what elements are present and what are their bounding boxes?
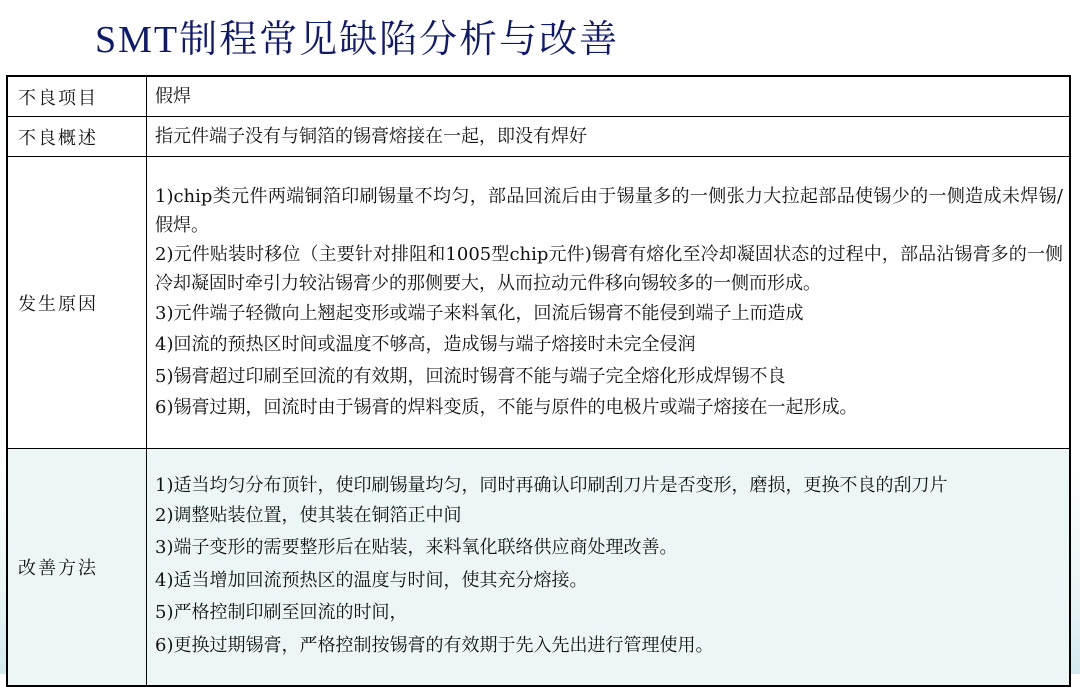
table-row-improvements: [7, 449, 1070, 686]
cause-item: 4)回流的预热区时间或温度不够高，造成锡与端子熔接时未完全侵润: [155, 334, 696, 355]
table-row-causes: [7, 157, 1070, 449]
table-row-defect-summary: [7, 117, 1070, 157]
improvement-item: 2)调整贴装位置，使其装在铜箔正中间: [155, 504, 462, 526]
causes-list: [147, 157, 1071, 449]
defect-summary-label: 不良概述: [7, 117, 147, 157]
defect-item-value: [147, 76, 1071, 117]
improvement-item: 4)适当增加回流预热区的温度与时间，使其充分熔接。: [155, 569, 588, 591]
improvement-item: 6)更换过期锡膏，严格控制按锡膏的有效期于先入先出进行管理使用。: [155, 634, 714, 656]
table-row-defect-item: [7, 76, 1070, 117]
improvement-item: 5)严格控制印刷至回流的时间，: [155, 602, 408, 623]
defect-summary-value: [147, 117, 1071, 157]
improvement-item: 3)端子变形的需要整形后在贴装，来料氧化联络供应商处理改善。: [155, 537, 678, 558]
causes-label: 发生原因: [7, 157, 147, 449]
defect-analysis-table: [6, 75, 1071, 687]
page-title: SMT制程常见缺陷分析与改善: [95, 19, 620, 61]
improvements-label: 改善方法: [7, 449, 147, 686]
defect-summary-text: 指元件端子没有与铜箔的锡膏熔接在一起，即没有焊好: [155, 126, 587, 147]
improvement-item: 1)适当均匀分布顶针，使印刷锡量均匀，同时再确认印刷刮刀片是否变形，磨损，更换不良的刮刀片: [155, 474, 948, 496]
cause-item: 6)锡膏过期，回流时由于锡膏的焊料变质，不能与原件的电极片或端子熔接在一起形成。: [155, 397, 858, 418]
cause-item: 2)元件贴装时移位（主要针对排阻和1005型chip元件)锡膏有熔化至冷却凝固状态的过程中，部品沾锡膏多的一侧冷却凝固时牵引力较沾锡膏少的那侧要大，从而拉动元件移向锡较多的一侧而形成。: [155, 243, 1063, 294]
defect-item-label: 不良项目: [7, 76, 147, 117]
cause-item: 3)元件端子轻微向上翘起变形或端子来料氧化，回流后锡膏不能侵到端子上而造成: [155, 302, 804, 324]
defect-item-text: 假焊: [155, 86, 191, 107]
improvements-list: [147, 449, 1071, 686]
cause-item: 5)锡膏超过印刷至回流的有效期，回流时锡膏不能与端子完全熔化形成焊锡不良: [155, 365, 786, 387]
cause-item: 1)chip类元件两端铜箔印刷锡量不均匀，部品回流后由于锡量多的一侧张力大拉起部品使锡少的一侧造成未焊锡/假焊。: [155, 185, 1063, 236]
